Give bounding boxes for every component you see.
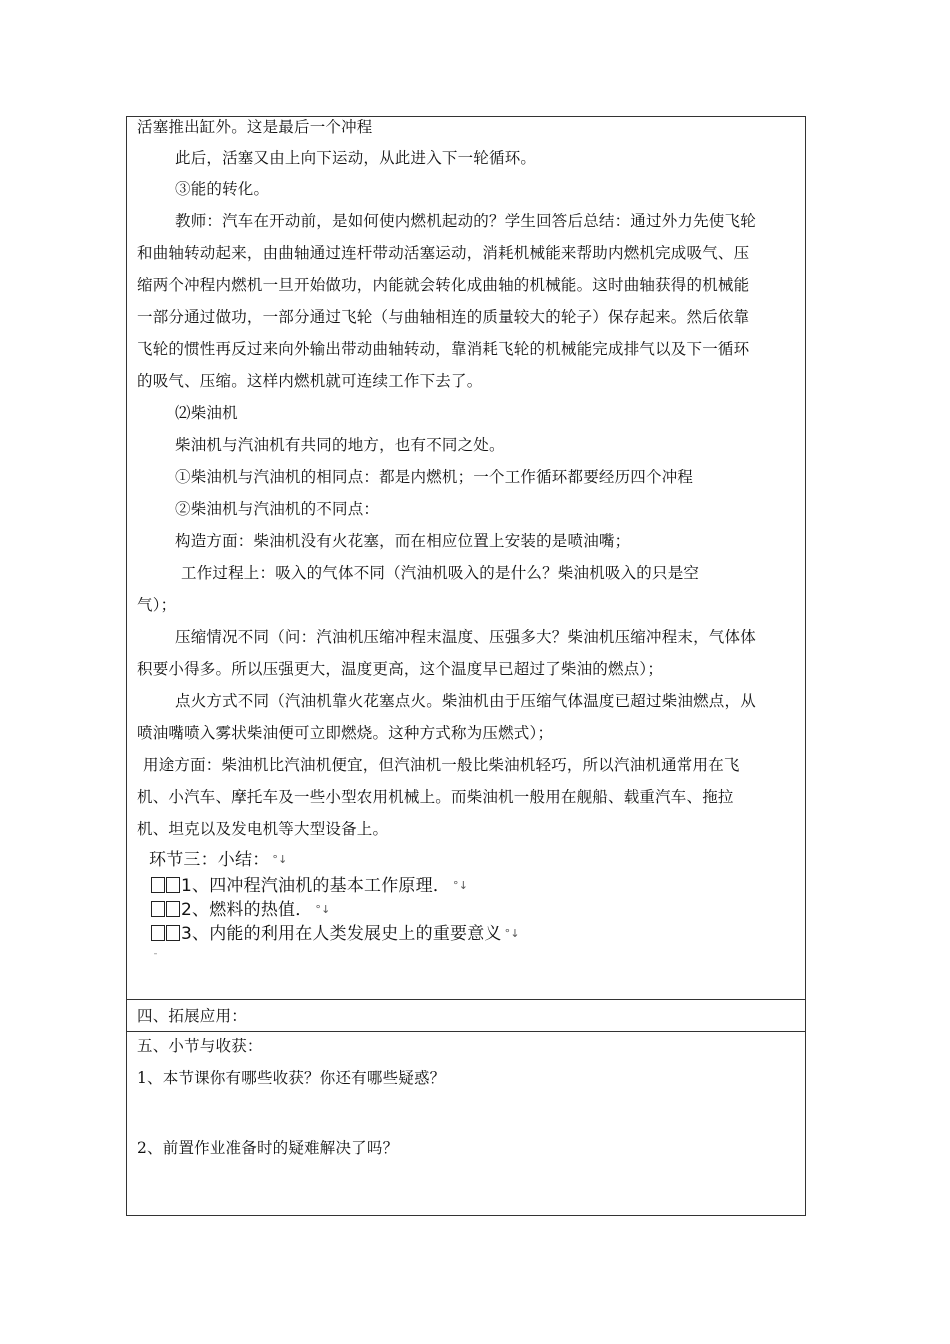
checkbox-icon: [166, 925, 180, 941]
paragraph-mark-icon: °↓: [315, 903, 331, 916]
paragraph-line: 缩两个冲程内燃机一旦开始做功，内能就会转化成曲轴的机械能。这时曲轴获得的机械能: [137, 276, 750, 294]
summary-heading: [149, 849, 288, 871]
main-content-cell: [127, 117, 805, 999]
summary-heading-text: 环节三：小结：: [149, 850, 270, 870]
paragraph-line: 此后，活塞又由上向下运动，从此进入下一轮循环。: [175, 149, 537, 167]
summary-item-text: 3、内能的利用在人类发展史上的重要意义: [181, 924, 502, 944]
section-heading: 五、小节与收获：: [137, 1037, 263, 1055]
paragraph-line: 和曲轴转动起来，由曲轴通过连杆带动活塞运动，消耗机械能来帮助内燃机完成吸气、压: [137, 244, 750, 262]
paragraph-line: 压缩情况不同（问：汽油机压缩冲程末温度、压强多大？柴油机压缩冲程末，气体体: [175, 628, 756, 646]
checkbox-icon: [166, 901, 180, 917]
summary-item: [151, 899, 331, 921]
paragraph-mark-icon: °↓: [504, 927, 520, 940]
checkbox-icon: [151, 901, 165, 917]
paragraph-line: 用途方面：柴油机比汽油机便宜，但汽油机一般比柴油机轻巧，所以汽油机通常用在飞: [143, 756, 740, 774]
paragraph-line: 活塞推出缸外。这是最后一个冲程: [137, 118, 373, 136]
paragraph-mark-icon: °↓: [272, 853, 288, 866]
paragraph-line: 飞轮的惯性再反过来向外输出带动曲轴转动，靠消耗飞轮的机械能完成排气以及下一循环: [137, 340, 750, 358]
paragraph-line: 喷油嘴喷入雾状柴油便可立即燃烧。这种方式称为压燃式）；: [137, 724, 554, 742]
summary-item-text: 2、燃料的热值．: [181, 900, 313, 920]
checkbox-icon: [151, 925, 165, 941]
question-line: 2、前置作业准备时的疑难解决了吗？: [137, 1139, 399, 1157]
paragraph-line: 的吸气、压缩。这样内燃机就可连续工作下去了。: [137, 372, 483, 390]
paragraph-line: 工作过程上：吸入的气体不同（汽油机吸入的是什么？柴油机吸入的只是空: [181, 564, 700, 582]
lesson-table: [126, 116, 806, 1216]
paragraph-line: 机、坦克以及发电机等大型设备上。: [137, 820, 389, 838]
summary-item: [151, 875, 468, 897]
section-heading: 四、拓展应用：: [137, 1007, 247, 1025]
paragraph-line: ⑵柴油机: [175, 404, 238, 422]
summary-item: [151, 923, 520, 945]
paragraph-line: 教师：汽车在开动前，是如何使内燃机起动的？学生回答后总结：通过外力先使飞轮: [175, 212, 756, 230]
checkbox-icon: [166, 877, 180, 893]
paragraph-line: ①柴油机与汽油机的相同点：都是内燃机；一个工作循环都要经历四个冲程: [175, 468, 694, 486]
paragraph-line: 气）；: [137, 596, 177, 614]
summary-item-text: 1、四冲程汽油机的基本工作原理．: [181, 876, 451, 896]
checkbox-icon: [151, 877, 165, 893]
paragraph-line: 积要小得多。所以压强更大，温度更高，这个温度早已超过了柴油的燃点）；: [137, 660, 664, 678]
paragraph-line: 机、小汽车、摩托车及一些小型农用机械上。而柴油机一般用在舰船、载重汽车、拖拉: [137, 788, 734, 806]
paragraph-mark-icon: °↓: [453, 879, 469, 892]
summary-cell: [127, 1031, 805, 1215]
paragraph-line: 一部分通过做功，一部分通过飞轮（与曲轴相连的质量较大的轮子）保存起来。然后依靠: [137, 308, 750, 326]
paragraph-line: 构造方面：柴油机没有火花塞，而在相应位置上安装的是喷油嘴；: [175, 532, 631, 550]
paragraph-line: 柴油机与汽油机有共同的地方，也有不同之处。: [175, 436, 505, 454]
stray-mark: ˉ: [153, 953, 158, 964]
paragraph-line: ②柴油机与汽油机的不同点：: [175, 500, 380, 518]
question-line: 1、本节课你有哪些收获？你还有哪些疑惑？: [137, 1069, 446, 1087]
paragraph-line: ③能的转化。: [175, 180, 270, 198]
expand-application-cell: [127, 999, 805, 1031]
paragraph-line: 点火方式不同（汽油机靠火花塞点火。柴油机由于压缩气体温度已超过柴油燃点，从: [175, 692, 756, 710]
